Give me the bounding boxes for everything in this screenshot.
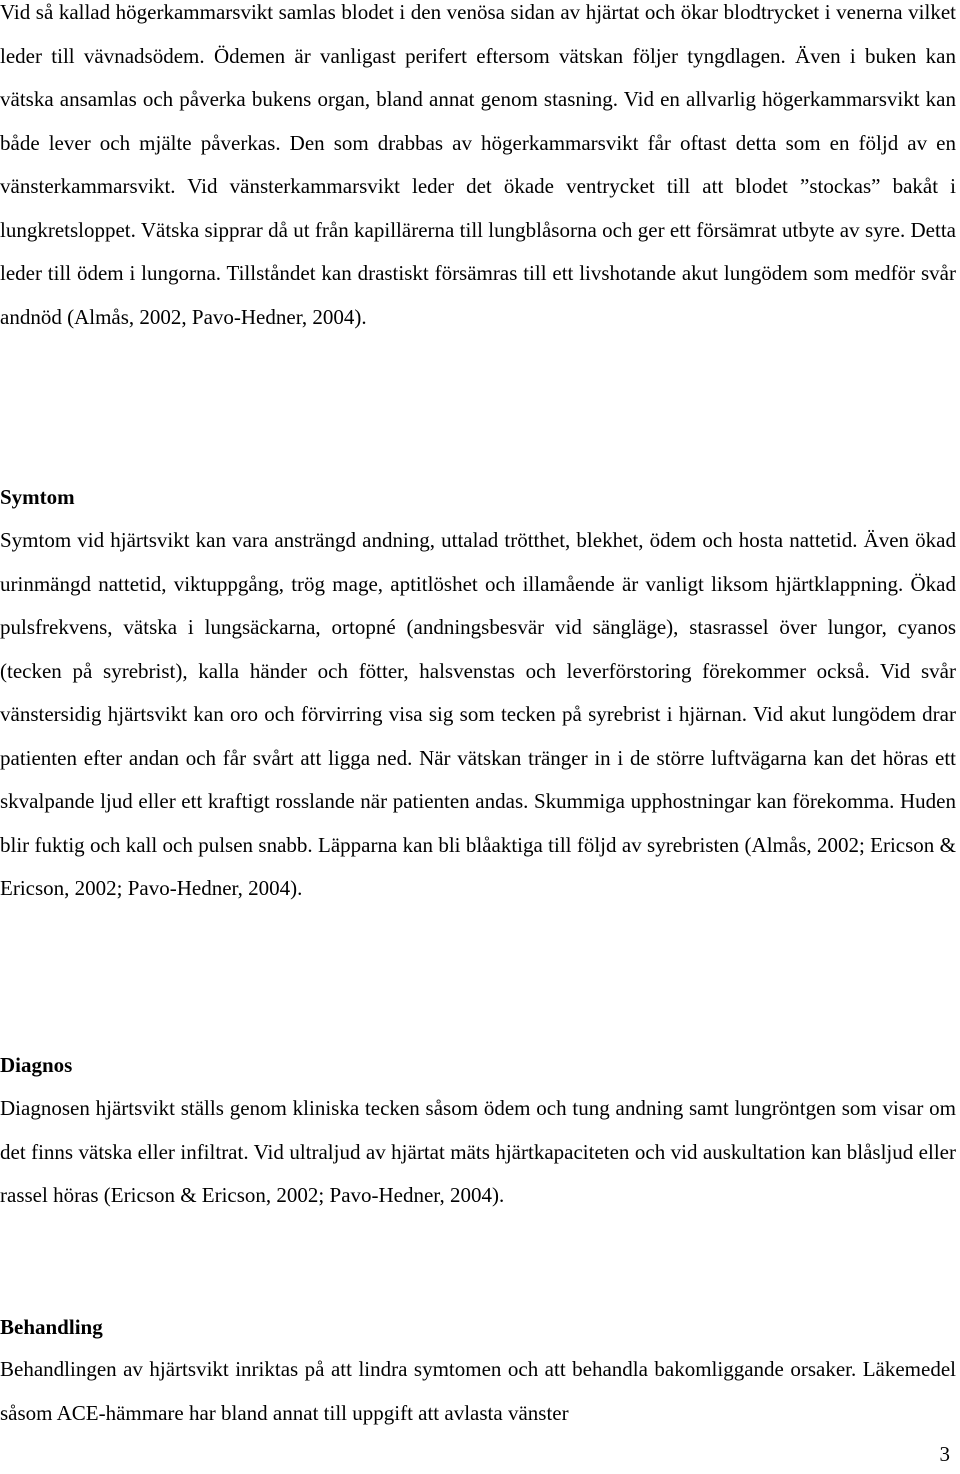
paragraph-behandling: Behandlingen av hjärtsvikt inriktas på att lindra symtomen och att behandla bakomliggande orsaker. Läkemedel såsom ACE-hämmare har bland annat till uppgift att avlasta vänster: [0, 1357, 956, 1425]
heading-symtom: Symtom: [0, 485, 75, 509]
heading-diagnos: Diagnos: [0, 1053, 73, 1077]
page-number: 3: [939, 1442, 950, 1466]
paragraph-diagnos: Diagnosen hjärtsvikt ställs genom kliniska tecken såsom ödem och tung andning samt lungröntgen som visar om det finns vätska eller infiltrat. Vid ultraljud av hjärtat mäts hjärtkapaciteten och vid auskultation kan blåsljud eller rassel höras (Ericson & Ericson, 2002; Pavo-Hedner, 2004).: [0, 1096, 956, 1207]
paragraph-symtom: Symtom vid hjärtsvikt kan vara ansträngd andning, uttalad trötthet, blekhet, ödem och hosta nattetid. Även ökad urinmängd nattetid, viktuppgång, trög mage, aptitlöshet och illamående är vanligt liksom hjärtklappning. Ökad pulsfrekvens, vätska i lungsäckarna, ortopné (andningsbesvär vid sängläge), stasrassel över lungor, cyanos (tecken på syrebrist), kalla händer och fötter, halsvenstas och leverförstoring förekommer också. Vid svår vänstersidig hjärtsvikt kan oro och förvirring visa sig som tecken på syrebrist i hjärnan. Vid akut lungödem drar patienten efter andan och får svårt att ligga ned. När vätskan tränger in i de större luftvägarna kan det höras ett skvalpande ljud eller ett kraftigt rosslande när patienten andas. Skummiga upphostningar kan förekomma. Huden blir fuktig och kall och pulsen snabb. Läpparna kan bli blåaktiga till följd av syrebristen (Almås, 2002; Ericson & Ericson, 2002; Pavo-Hedner, 2004).: [0, 528, 956, 900]
heading-behandling: Behandling: [0, 1315, 103, 1339]
paragraph-hogerkammarsvikt: Vid så kallad högerkammarsvikt samlas blodet i den venösa sidan av hjärtat och ökar blodtrycket i venerna vilket leder till vävnadsödem. Ödemen är vanligast perifert eftersom vätskan följer tyngdlagen. Även i buken kan vätska ansamlas och påverka bukens organ, bland annat genom stasning. Vid en allvarlig högerkammarsvikt kan både lever och mjälte påverkas. Den som drabbas av högerkammarsvikt får oftast detta som en följd av en vänsterkammarsvikt. Vid vänsterkammarsvikt leder det ökade ventrycket till att blodet ”stockas” bakåt i lungkretsloppet. Vätska sipprar då ut från kapillärerna till lungblåsorna och ger ett försämrat utbyte av syre. Detta leder till ödem i lungorna. Tillståndet kan drastiskt försämras till ett livshotande akut lungödem som medför svår andnöd (Almås, 2002, Pavo-Hedner, 2004).: [0, 0, 956, 329]
